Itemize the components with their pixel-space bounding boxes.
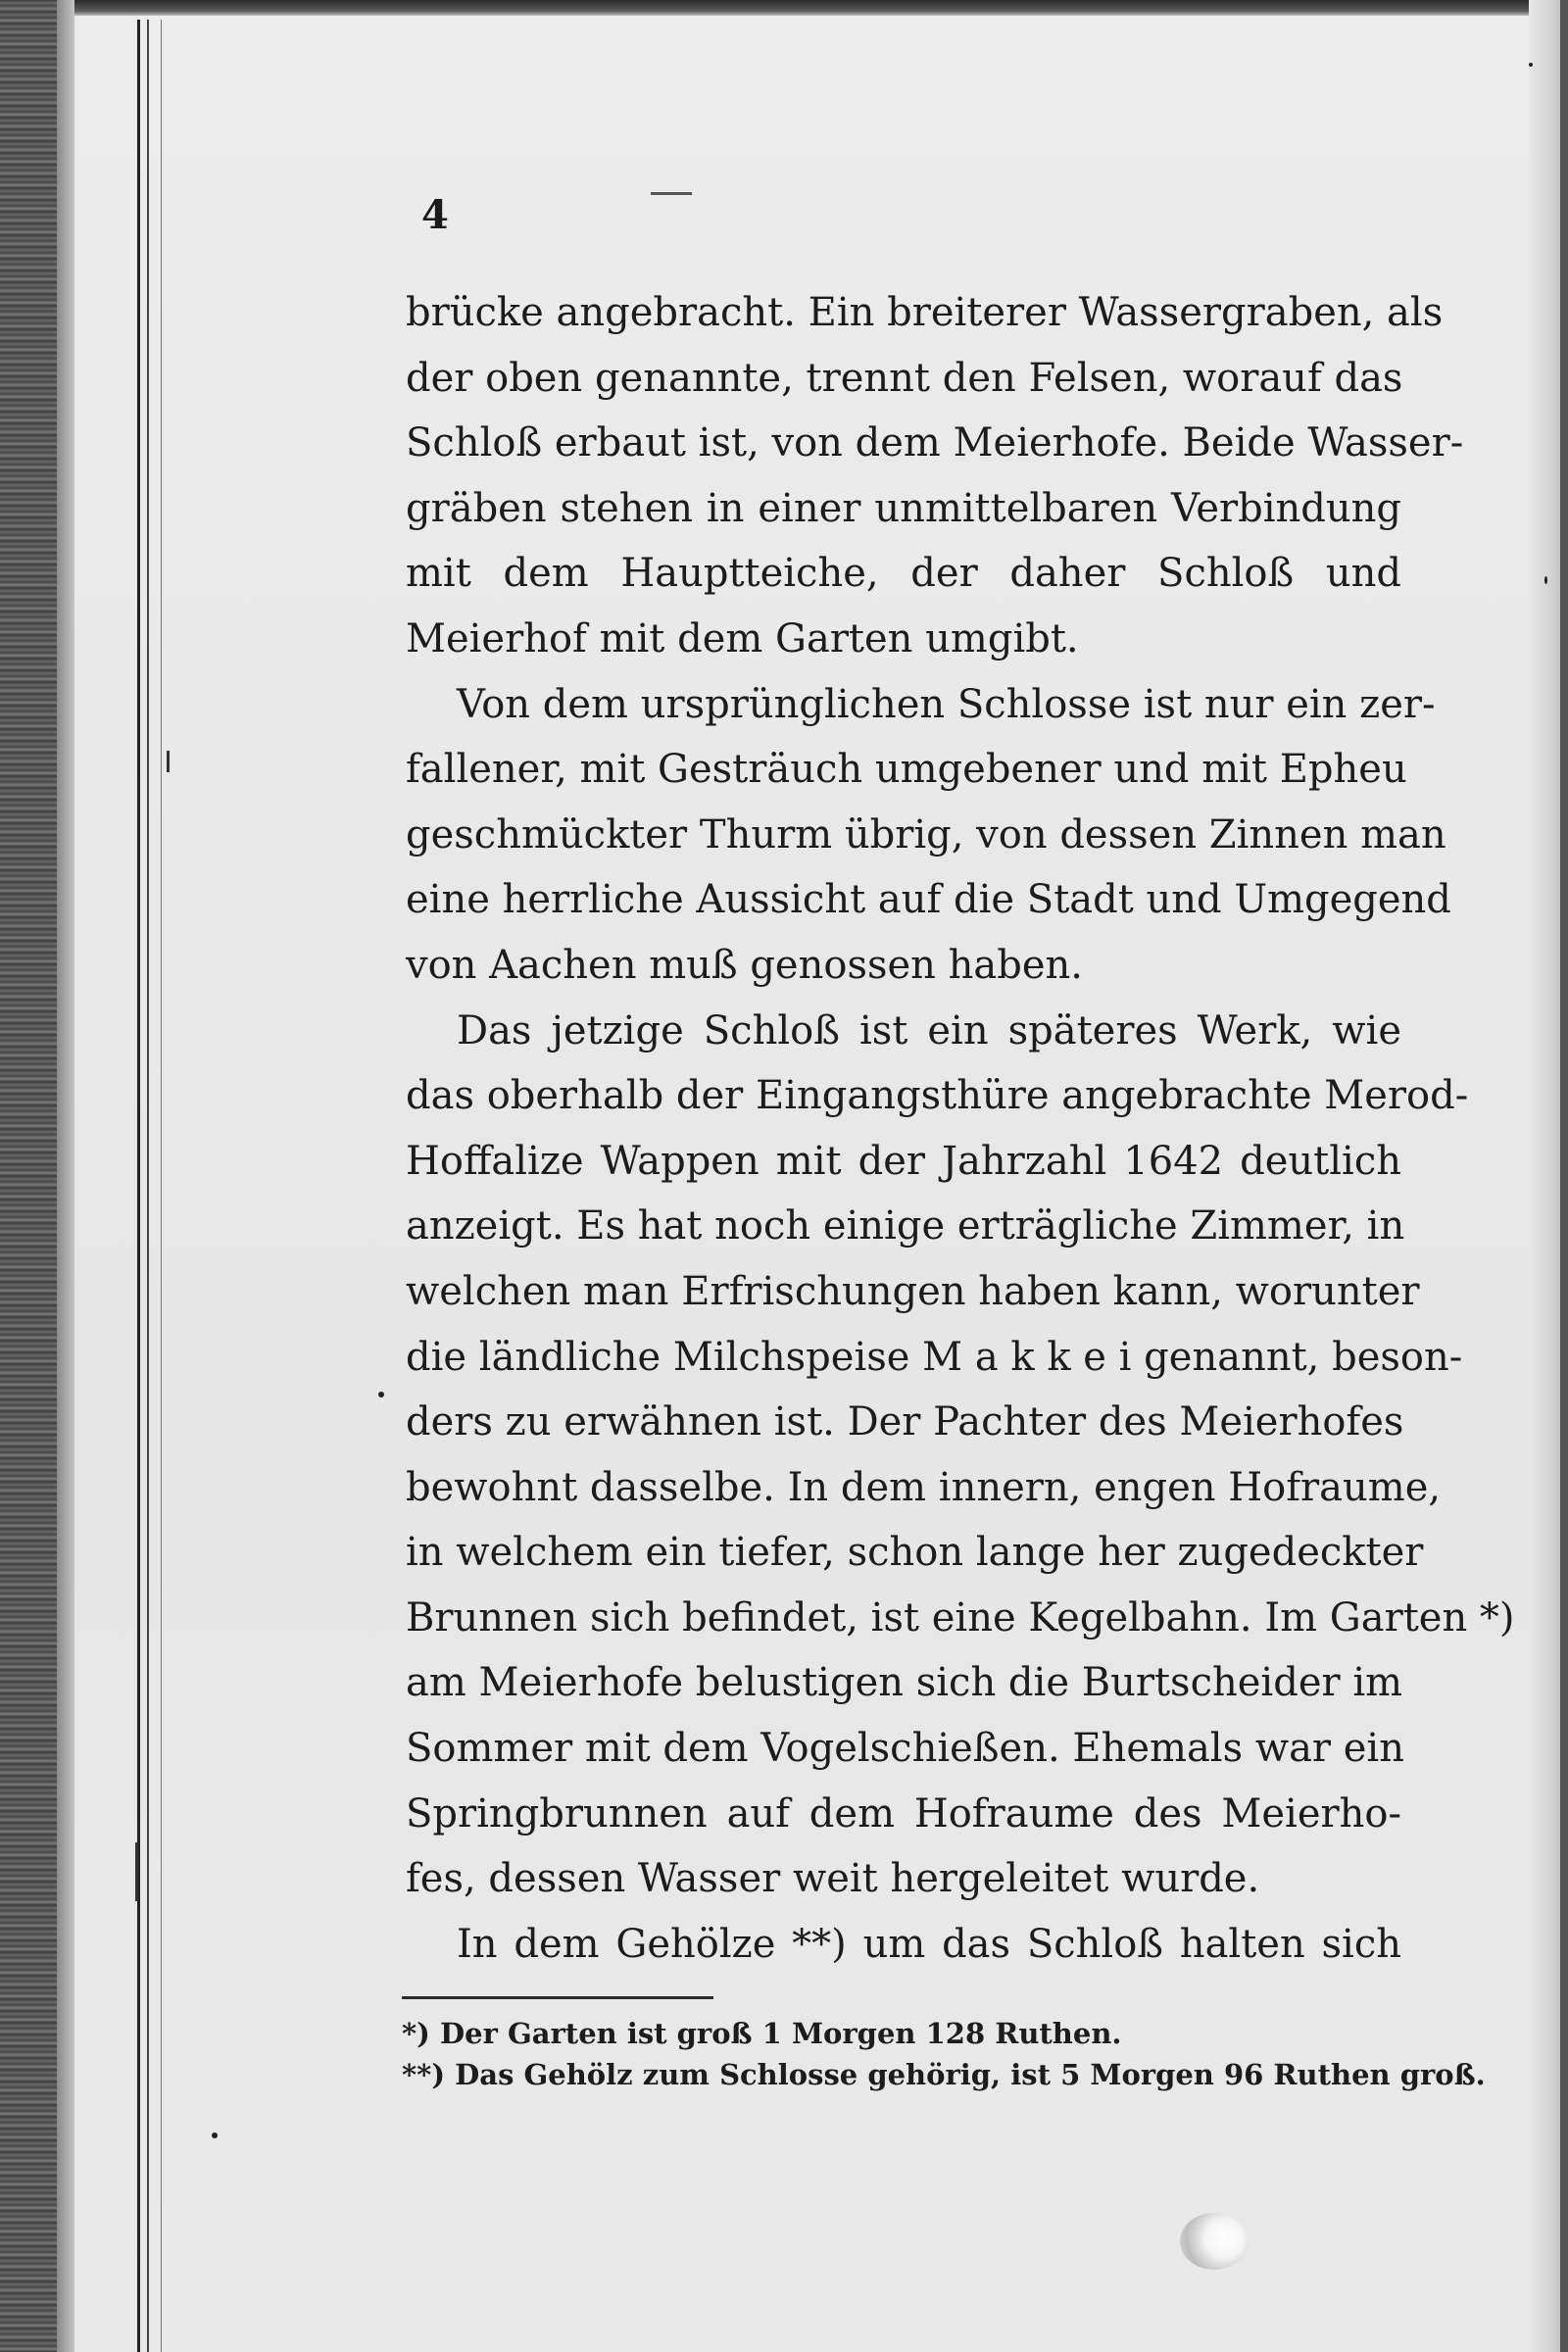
header-dash [651, 192, 692, 195]
body-text [406, 280, 1515, 1977]
text-line: bewohnt dasselbe. In dem innern, engen Hofraume, [406, 1464, 1442, 1510]
right-scan-border [1560, 0, 1568, 2352]
text-line: fallener, mit Gesträuch umgebener und mit Epheu [406, 747, 1407, 793]
text-line: Hoffalize Wappen mit der Jahrzahl 1642 deutlich [406, 1138, 1401, 1184]
book-binding [0, 0, 57, 2352]
text-line: in welchem ein tiefer, schon lange her zugedeckter [406, 1530, 1424, 1576]
text-line: anzeigt. Es hat noch einige erträgliche Zimmer, in [406, 1203, 1405, 1250]
footnotes [402, 2013, 1486, 2095]
text-line: von Aachen muß genossen haben. [406, 942, 1084, 988]
paragraph [406, 280, 1464, 672]
text-line: welchen man Erfrischungen haben kann, worunter [406, 1268, 1420, 1314]
page-edge-line [137, 20, 140, 2352]
text-line: Schloß erbaut ist, von dem Meierhofe. Beide Wasser- [406, 420, 1464, 466]
scan-top-edge [0, 0, 1568, 16]
text-line: Das jetzige Schloß ist ein späteres Werk, wie [457, 1007, 1401, 1054]
text-line: brücke angebracht. Ein breiterer Wassergraben, als [406, 290, 1444, 335]
text-line: das oberhalb der Eingangsthüre angebrachte Merod- [406, 1073, 1469, 1119]
paragraph [406, 999, 1515, 1912]
text-line: geschmückter Thurm übrig, von dessen Zinnen man [406, 811, 1446, 858]
paper-smudge [1180, 2213, 1249, 2270]
ink-speck [212, 2132, 218, 2138]
text-line: fes, dessen Wasser weit hergeleitet wurde. [406, 1856, 1260, 1902]
text-line: Von dem ursprünglichen Schlosse ist nur ein zer- [457, 681, 1436, 727]
text-line: die ländliche Milchspeise M a k k e i genannt, beson- [406, 1334, 1463, 1380]
text-line: der oben genannte, trennt den Felsen, worauf das [406, 355, 1403, 401]
text-line: gräben stehen in einer unmittelbaren Verbindung [406, 485, 1401, 531]
page-edge-line [161, 20, 162, 2352]
paragraph [406, 1912, 1401, 1978]
edge-mark [135, 1842, 138, 1901]
text-line: ders zu erwähnen ist. Der Pachter des Meierhofes [406, 1399, 1404, 1446]
footnote: **) Das Gehölz zum Schlosse gehörig, ist 5 Morgen 96 Ruthen groß. [402, 2058, 1486, 2091]
text-line: am Meierhofe belustigen sich die Burtscheider im [406, 1660, 1403, 1706]
text-line: Brunnen sich befindet, ist eine Kegelbahn. Im Garten *) [406, 1594, 1515, 1641]
text-line: In dem Gehölze **) um das Schloß halten sich [457, 1921, 1401, 1967]
ink-speck [1529, 63, 1533, 67]
text-line: Meierhof mit dem Garten umgibt. [406, 615, 1079, 662]
footnote-rule [402, 1996, 713, 1999]
page-number: 4 [421, 192, 449, 238]
page-edge-line [147, 20, 149, 2352]
ink-speck [378, 1392, 384, 1397]
binding-shadow [57, 0, 74, 2352]
edge-mark [167, 751, 170, 772]
ink-speck [1544, 576, 1547, 584]
text-line: Sommer mit dem Vogelschießen. Ehemals war ein [406, 1726, 1404, 1772]
text-line: mit dem Hauptteiche, der daher Schloß und [406, 551, 1401, 597]
footnote: *) Der Garten ist groß 1 Morgen 128 Ruthen. [402, 2017, 1122, 2050]
text-line: eine herrliche Aussicht auf die Stadt und Umgegend [406, 877, 1451, 923]
text-line: Springbrunnen auf dem Hofraume des Meierho- [406, 1790, 1401, 1837]
paragraph [406, 672, 1451, 999]
